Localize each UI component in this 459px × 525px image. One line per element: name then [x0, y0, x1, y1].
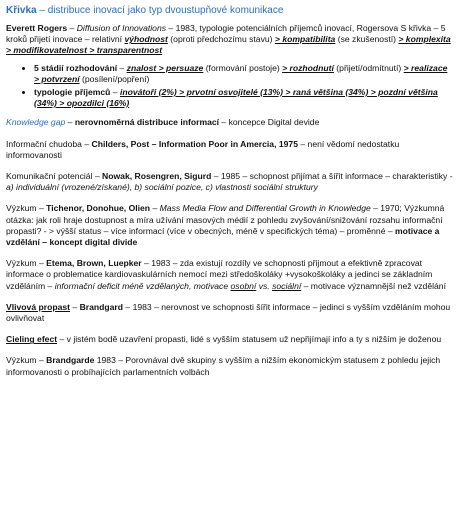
text-run: Komunikační potenciál –: [6, 171, 103, 182]
text-run: – 1983 – nerovnost ve schopnosti šířit informace – jedinci s vyšším vzděláním mohou ovlivňovat: [6, 301, 451, 324]
text-run: –: [67, 23, 77, 33]
text-run: – 1970; Výzkumná otázka: jak roli hraje dostupnost a míra užívání masových médií z pohledu zvyšování/snižování rozsahu informační propasti? - > výšší status – více informací (více v obecných, méně v specifických téma) – proměnné –: [6, 203, 445, 236]
text-run: (přijetí/odmítnutí): [333, 62, 404, 73]
text-run: – 1983 – zda existují rozdíly ve schopnosti přijmout a efektivně zpracovat informace o problematice kardiovaskulárních nemocí mezi středoškoláky +vysokoškoláky a jedinci se základním vzděláním –: [6, 258, 433, 291]
text-run: Výzkum –: [6, 355, 47, 366]
term-vyhodnost: výhodnost: [124, 34, 168, 45]
text-run: Výzkum –: [6, 258, 47, 269]
text-run: –: [150, 203, 160, 214]
list-term: 5 stádií rozhodování: [34, 62, 118, 73]
text-run: – 1983, typologie potenciálních příjemců inovací, Rogersova S křivka – 5 kroků přijetí inovace – relativní: [6, 23, 446, 45]
term-socialni: sociální: [272, 280, 302, 291]
term-knowledge-gap: Knowledge gap: [6, 117, 66, 128]
book-title: Diffusion of Innovations: [76, 23, 167, 33]
paragraph-knowledge-gap: [6, 117, 453, 128]
text-run: –: [110, 87, 120, 98]
term-kompatibilita: > kompatibilita: [274, 34, 336, 45]
characteristics: a) individuální (vrozené/získané), b) sociální pozice, c) vlastnosti sociální struktury: [6, 182, 318, 193]
text-run: (se zkušeností): [335, 34, 399, 45]
work-title: Mass Media Flow and Differential Growth in Knowledge: [159, 203, 371, 214]
text-run: – není vědomí nedostatku informovanosti: [6, 138, 400, 160]
text-run: (posílení/popření): [79, 73, 150, 84]
text-run: Výzkum –: [6, 203, 47, 214]
term-chain: znalost > persuaze: [126, 62, 204, 73]
paragraph-influence-gap: [6, 302, 453, 324]
list-term: typologie příjemců: [34, 87, 111, 98]
author: Brandgarde: [46, 355, 95, 366]
text-run: (formování postoje): [203, 62, 283, 73]
title-rest: – distribuce inovací jako typ dvoustupňové komunikace: [36, 5, 284, 16]
paragraph-comm-potential: [6, 171, 453, 193]
paragraph-research-brandgarde: [6, 355, 453, 377]
authors: Nowak, Rosengren, Sigurd: [102, 171, 212, 182]
term-vlivova-propast: Vlivová propast: [6, 301, 70, 312]
authors: Tichenor, Donohue, Olien: [46, 203, 151, 214]
finding: informační deficit méně vzdělaných, motivace: [54, 280, 231, 291]
text-run: – v jistém bodě uzavření propasti, lidé s vyšším statusem už nepřijímají info a ty s nižším je doženou: [57, 334, 442, 345]
text-run: vs.: [256, 280, 273, 291]
text-run: –: [70, 301, 80, 312]
term-chain: > rozhodnutí: [282, 62, 334, 73]
reference: Childers, Post – Information Poor in Amercia, 1975: [91, 138, 298, 149]
text-run: –: [117, 62, 127, 73]
list-item: [34, 63, 453, 85]
term-chain: > realizace > potvrzení: [34, 62, 448, 84]
paragraph-research-tichenor: [6, 203, 453, 248]
bullet-list: [6, 63, 453, 110]
term-ceiling-effect: Cieling efect: [6, 334, 58, 345]
paragraph-research-etema: [6, 258, 453, 292]
text-run: 1983 – Porovnával dvě skupiny s vyšším a nižším ekonomickým statusem z pohledu jejich informovanosti o probíhajících parlamentních volbách: [6, 355, 441, 377]
paragraph-info-poverty: [6, 139, 453, 161]
author: Brandgard: [79, 301, 124, 312]
text-run: Informační chudoba –: [6, 138, 92, 149]
paragraph-ceiling-effect: [6, 334, 453, 345]
text-run: – koncepce Digital devide: [219, 117, 320, 128]
list-item: [34, 87, 453, 109]
term-chain: inovátoři (2%) > prvotní osvojitelé (13%) > raná většina (34%) > pozdní většina (34%) > opozdilci (16%): [34, 87, 438, 109]
text-run: (oproti předchozímu stavu): [167, 34, 275, 45]
authors: Etema, Brown, Luepker: [46, 258, 142, 269]
text-run: –: [65, 117, 75, 128]
text-run: – motivace významnější než vzdělání: [301, 280, 446, 291]
key-variables: motivace a vzdělání – koncept digital divide: [6, 225, 440, 248]
section-title: [6, 4, 453, 17]
definition: nerovnoměrná distribuce informací: [74, 117, 220, 128]
title-lead: Křivka: [6, 5, 37, 16]
paragraph-rogers: [6, 23, 453, 57]
text-run: – 1985 – schopnost přijímat a šířit informace – charakteristiky -: [211, 171, 453, 182]
term-osobni: osobní: [230, 280, 257, 291]
term-chain: > komplexita > modifikovatelnost > transparentnost: [6, 34, 451, 56]
author-name: Everett Rogers: [6, 23, 68, 33]
